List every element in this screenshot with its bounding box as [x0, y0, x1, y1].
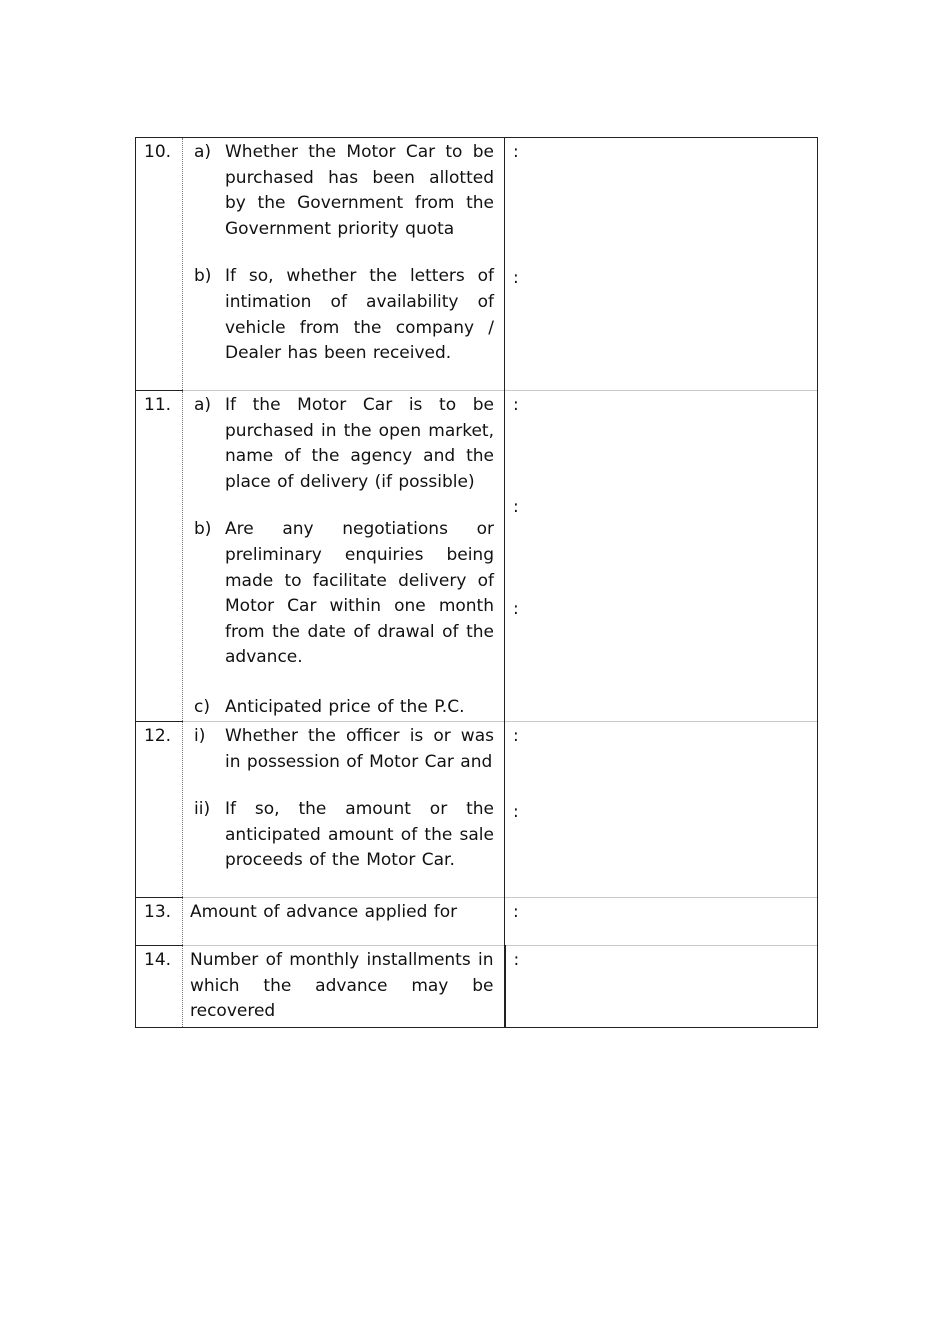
question-item [194, 393, 494, 495]
question-text: Anticipated price of the P.C. [225, 696, 465, 717]
answer-cell[interactable] [505, 391, 818, 722]
question-text: If so, the amount or the anticipated amount of the sale proceeds of the Motor Car. [225, 799, 494, 871]
row-number: 12. [144, 726, 172, 746]
question-label: c) [194, 696, 210, 717]
answer-colon: : [513, 950, 520, 970]
row-number: 11. [144, 395, 172, 415]
question-text: If so, whether the letters of intimation of availability of vehicle from the company / Dealer has been received. [225, 266, 494, 364]
answer-colon: : [513, 726, 519, 746]
answer-colon: : [513, 142, 519, 162]
question-item [194, 264, 494, 366]
form-row-14 [136, 946, 818, 1028]
answer-colon: : [513, 268, 519, 288]
question-label: i) [194, 726, 206, 746]
question-label: a) [194, 142, 212, 162]
question-text: Number of monthly installments in which the advance may be recovered [190, 950, 494, 1022]
form-row-13 [136, 898, 818, 946]
form-row-10 [136, 138, 818, 391]
row-number: 14. [144, 950, 172, 970]
question-label: ii) [194, 799, 211, 820]
question-text: Amount of advance applied for [190, 902, 458, 922]
question-text: Whether the Motor Car to be purchased has been allotted by the Government from the Government priority quota [225, 142, 494, 239]
question-item [194, 695, 494, 721]
answer-colon: : [513, 395, 519, 415]
question-text: Whether the officer is or was in possession of Motor Car and [225, 726, 494, 772]
answer-colon: : [513, 599, 519, 619]
form-row-12 [136, 722, 818, 898]
answer-cell[interactable] [505, 946, 818, 1028]
form-row-11 [136, 391, 818, 722]
answer-colon: : [513, 802, 519, 822]
question-item [194, 724, 494, 775]
question-label: a) [194, 395, 212, 415]
question-label: b) [194, 519, 212, 540]
application-form-table [135, 137, 818, 1028]
answer-cell[interactable] [505, 898, 818, 946]
question-item [194, 140, 494, 242]
row-number: 10. [144, 142, 172, 162]
question-text: Are any negotiations or preliminary enquiries being made to facilitate delivery of Motor Car within one month from the date of drawal of the advance. [225, 519, 494, 668]
answer-colon: : [513, 902, 519, 922]
answer-colon: : [513, 497, 519, 517]
question-text: If the Motor Car is to be purchased in the open market, name of the agency and the place of delivery (if possible) [225, 395, 494, 492]
question-item [194, 517, 494, 671]
question-label: b) [194, 266, 212, 287]
answer-cell[interactable] [505, 138, 818, 391]
answer-cell[interactable] [505, 722, 818, 898]
question-item [194, 797, 494, 874]
row-number: 13. [144, 902, 172, 922]
